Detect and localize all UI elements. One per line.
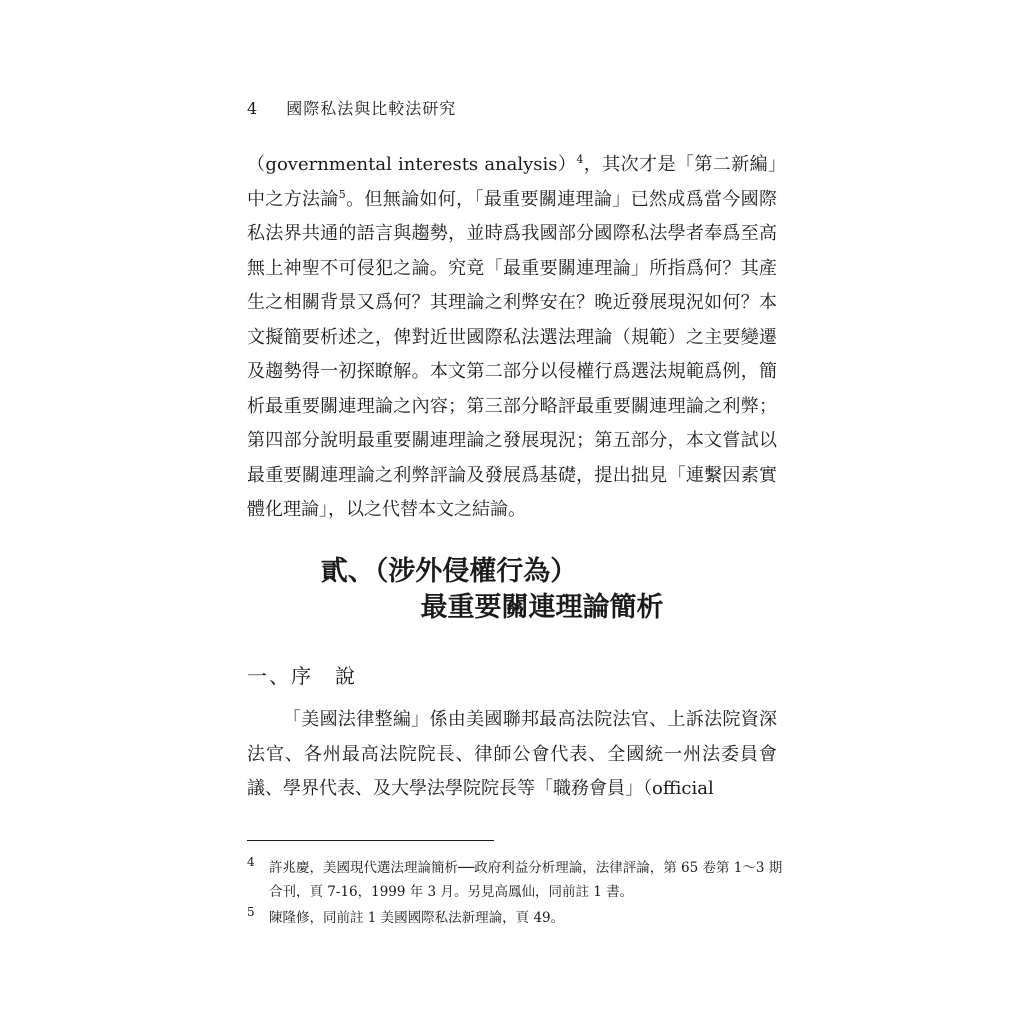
footnote-5 — [247, 906, 787, 930]
body-paragraph-2: 「美國法律整編」係由美國聯邦最高法院法官、上訴法院資深法官、各州最高法院院長、律師公會代表、全國統一州法委員會議、學界代表、及大學法學院院長等「職務會員」（official — [247, 709, 777, 799]
page-number: 4 — [247, 99, 259, 118]
footnote-number: 4 — [247, 855, 255, 869]
paragraph-text: ，其次才是「第二新編」中之方法論 — [247, 154, 777, 210]
section-heading-line-1: 貳、（涉外侵權行為） — [320, 556, 578, 587]
section-heading-line-2: 最重要關連理論簡析 — [420, 592, 664, 623]
paragraph-text: 。但無論如何，「最重要關連理論」已然成爲當今國際私法界共通的語言與趨勢，並時爲我國部分國際私法學者奉爲至高無上神聖不可侵犯之論。究竟「最重要關連理論」所指爲何？其產生之相關背景又爲何？其理論之利弊安在？晚近發展現況如何？本文擬簡要析述之，俾對近世國際私法選法理論（規範）之主要變遷及趨勢得一初探瞭解。本文第二部分以侵權行爲選法規範爲例，簡析最重要關連理論之內容；第三部分略評最重要關連理論之利弊；第四部分說明最重要關連理論之發展現況；第五部分，本文嘗試以最重要關連理論之利弊評論及發展爲基礎，提出拙見「連繫因素實體化理論」，以之代替本文之結論。 — [247, 188, 778, 520]
footnote-ref-4[interactable]: 4 — [576, 153, 584, 166]
footnote-divider — [247, 840, 494, 841]
body-paragraph-1 — [247, 148, 777, 528]
footnote-text: 許兆慶，美國現代選法理論簡析──政府利益分析理論，法律評論，第 65 卷第 1～3 期合刊，頁 7-16，1999 年 3 月。另見高鳳仙，同前註 1 書。 — [269, 860, 783, 900]
footnote-4 — [247, 856, 787, 904]
footnote-ref-5[interactable]: 5 — [338, 187, 346, 201]
running-header — [247, 96, 456, 119]
book-title: 國際私法與比較法研究 — [286, 99, 457, 118]
footnote-number: 5 — [247, 905, 255, 919]
footnote-text: 陳隆修，同前註 1 美國國際私法新理論，頁 49。 — [269, 910, 565, 926]
paragraph-text: （governmental interests analysis） — [247, 154, 577, 175]
subsection-heading: 一、序 說 — [247, 664, 357, 688]
